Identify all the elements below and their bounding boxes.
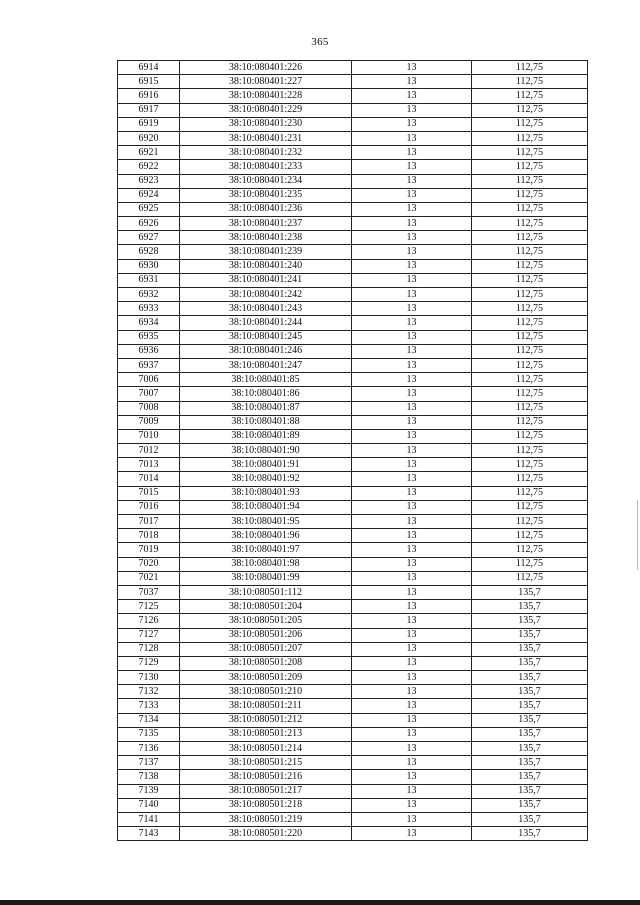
table-row bbox=[118, 75, 588, 89]
cadastral-number-cell: 38:10:080401:95 bbox=[180, 515, 352, 529]
table-row bbox=[118, 245, 588, 259]
cadastral-number-cell: 38:10:080401:245 bbox=[180, 330, 352, 344]
value-cell: 135,7 bbox=[472, 812, 588, 826]
cadastral-number-cell: 38:10:080401:93 bbox=[180, 486, 352, 500]
code-cell: 13 bbox=[352, 259, 472, 273]
table-row bbox=[118, 316, 588, 330]
row-number-cell: 7012 bbox=[118, 444, 180, 458]
table-row bbox=[118, 330, 588, 344]
cadastral-number-cell: 38:10:080401:94 bbox=[180, 500, 352, 514]
cadastral-number-cell: 38:10:080501:219 bbox=[180, 812, 352, 826]
code-cell: 13 bbox=[352, 656, 472, 670]
row-number-cell: 7137 bbox=[118, 756, 180, 770]
value-cell: 135,7 bbox=[472, 600, 588, 614]
code-cell: 13 bbox=[352, 288, 472, 302]
row-number-cell: 7014 bbox=[118, 472, 180, 486]
value-cell: 112,75 bbox=[472, 273, 588, 287]
code-cell: 13 bbox=[352, 302, 472, 316]
code-cell: 13 bbox=[352, 642, 472, 656]
value-cell: 135,7 bbox=[472, 614, 588, 628]
cadastral-number-cell: 38:10:080501:213 bbox=[180, 727, 352, 741]
table-row bbox=[118, 273, 588, 287]
code-cell: 13 bbox=[352, 472, 472, 486]
row-number-cell: 7017 bbox=[118, 515, 180, 529]
row-number-cell: 6934 bbox=[118, 316, 180, 330]
table-row bbox=[118, 515, 588, 529]
row-number-cell: 6937 bbox=[118, 358, 180, 372]
row-number-cell: 6919 bbox=[118, 117, 180, 131]
value-cell: 112,75 bbox=[472, 444, 588, 458]
value-cell: 112,75 bbox=[472, 373, 588, 387]
table-row bbox=[118, 571, 588, 585]
row-number-cell: 7128 bbox=[118, 642, 180, 656]
code-cell: 13 bbox=[352, 699, 472, 713]
cadastral-number-cell: 38:10:080501:220 bbox=[180, 827, 352, 841]
table-row bbox=[118, 444, 588, 458]
cadastral-number-cell: 38:10:080401:242 bbox=[180, 288, 352, 302]
cadastral-number-cell: 38:10:080401:99 bbox=[180, 571, 352, 585]
row-number-cell: 7127 bbox=[118, 628, 180, 642]
value-cell: 112,75 bbox=[472, 429, 588, 443]
table-row bbox=[118, 89, 588, 103]
value-cell: 112,75 bbox=[472, 61, 588, 75]
row-number-cell: 7132 bbox=[118, 685, 180, 699]
row-number-cell: 7009 bbox=[118, 415, 180, 429]
code-cell: 13 bbox=[352, 273, 472, 287]
code-cell: 13 bbox=[352, 685, 472, 699]
code-cell: 13 bbox=[352, 146, 472, 160]
table-row bbox=[118, 202, 588, 216]
cadastral-number-cell: 38:10:080401:235 bbox=[180, 188, 352, 202]
code-cell: 13 bbox=[352, 812, 472, 826]
cadastral-number-cell: 38:10:080401:89 bbox=[180, 429, 352, 443]
table-row bbox=[118, 642, 588, 656]
row-number-cell: 7018 bbox=[118, 529, 180, 543]
table-row bbox=[118, 373, 588, 387]
row-number-cell: 7143 bbox=[118, 827, 180, 841]
value-cell: 112,75 bbox=[472, 288, 588, 302]
cadastral-number-cell: 38:10:080501:205 bbox=[180, 614, 352, 628]
value-cell: 112,75 bbox=[472, 302, 588, 316]
row-number-cell: 7130 bbox=[118, 671, 180, 685]
table-row bbox=[118, 600, 588, 614]
value-cell: 112,75 bbox=[472, 557, 588, 571]
code-cell: 13 bbox=[352, 202, 472, 216]
code-cell: 13 bbox=[352, 316, 472, 330]
row-number-cell: 6928 bbox=[118, 245, 180, 259]
value-cell: 135,7 bbox=[472, 770, 588, 784]
value-cell: 112,75 bbox=[472, 330, 588, 344]
value-cell: 135,7 bbox=[472, 784, 588, 798]
code-cell: 13 bbox=[352, 444, 472, 458]
scan-bottom-border bbox=[0, 900, 640, 905]
table-row bbox=[118, 628, 588, 642]
row-number-cell: 7125 bbox=[118, 600, 180, 614]
table-row bbox=[118, 798, 588, 812]
table-row bbox=[118, 458, 588, 472]
code-cell: 13 bbox=[352, 131, 472, 145]
row-number-cell: 6922 bbox=[118, 160, 180, 174]
value-cell: 112,75 bbox=[472, 529, 588, 543]
code-cell: 13 bbox=[352, 742, 472, 756]
cadastral-number-cell: 38:10:080401:88 bbox=[180, 415, 352, 429]
value-cell: 112,75 bbox=[472, 117, 588, 131]
table-row bbox=[118, 188, 588, 202]
code-cell: 13 bbox=[352, 245, 472, 259]
table-row bbox=[118, 259, 588, 273]
cadastral-number-cell: 38:10:080401:243 bbox=[180, 302, 352, 316]
value-cell: 112,75 bbox=[472, 571, 588, 585]
table-row bbox=[118, 529, 588, 543]
cadastral-number-cell: 38:10:080401:98 bbox=[180, 557, 352, 571]
cadastral-number-cell: 38:10:080401:92 bbox=[180, 472, 352, 486]
cadastral-number-cell: 38:10:080401:237 bbox=[180, 217, 352, 231]
code-cell: 13 bbox=[352, 358, 472, 372]
table-row bbox=[118, 103, 588, 117]
value-cell: 112,75 bbox=[472, 131, 588, 145]
cadastral-number-cell: 38:10:080401:226 bbox=[180, 61, 352, 75]
cadastral-number-cell: 38:10:080401:228 bbox=[180, 89, 352, 103]
value-cell: 135,7 bbox=[472, 585, 588, 599]
cadastral-number-cell: 38:10:080401:227 bbox=[180, 75, 352, 89]
cadastral-number-cell: 38:10:080501:204 bbox=[180, 600, 352, 614]
parcel-table-body bbox=[118, 61, 588, 841]
table-row bbox=[118, 784, 588, 798]
cadastral-number-cell: 38:10:080501:206 bbox=[180, 628, 352, 642]
table-row bbox=[118, 217, 588, 231]
code-cell: 13 bbox=[352, 571, 472, 585]
table-row bbox=[118, 415, 588, 429]
code-cell: 13 bbox=[352, 628, 472, 642]
code-cell: 13 bbox=[352, 387, 472, 401]
row-number-cell: 7140 bbox=[118, 798, 180, 812]
row-number-cell: 6923 bbox=[118, 174, 180, 188]
table-row bbox=[118, 401, 588, 415]
row-number-cell: 6925 bbox=[118, 202, 180, 216]
code-cell: 13 bbox=[352, 770, 472, 784]
table-row bbox=[118, 742, 588, 756]
code-cell: 13 bbox=[352, 827, 472, 841]
value-cell: 112,75 bbox=[472, 486, 588, 500]
table-row bbox=[118, 699, 588, 713]
cadastral-number-cell: 38:10:080401:96 bbox=[180, 529, 352, 543]
cadastral-number-cell: 38:10:080401:87 bbox=[180, 401, 352, 415]
cadastral-number-cell: 38:10:080401:90 bbox=[180, 444, 352, 458]
row-number-cell: 7133 bbox=[118, 699, 180, 713]
value-cell: 112,75 bbox=[472, 358, 588, 372]
cadastral-number-cell: 38:10:080401:244 bbox=[180, 316, 352, 330]
code-cell: 13 bbox=[352, 401, 472, 415]
value-cell: 112,75 bbox=[472, 415, 588, 429]
code-cell: 13 bbox=[352, 217, 472, 231]
cadastral-number-cell: 38:10:080501:212 bbox=[180, 713, 352, 727]
value-cell: 135,7 bbox=[472, 642, 588, 656]
cadastral-number-cell: 38:10:080501:208 bbox=[180, 656, 352, 670]
code-cell: 13 bbox=[352, 671, 472, 685]
cadastral-number-cell: 38:10:080501:215 bbox=[180, 756, 352, 770]
cadastral-number-cell: 38:10:080501:211 bbox=[180, 699, 352, 713]
code-cell: 13 bbox=[352, 231, 472, 245]
value-cell: 112,75 bbox=[472, 188, 588, 202]
row-number-cell: 7126 bbox=[118, 614, 180, 628]
table-row bbox=[118, 770, 588, 784]
value-cell: 112,75 bbox=[472, 401, 588, 415]
row-number-cell: 7021 bbox=[118, 571, 180, 585]
code-cell: 13 bbox=[352, 188, 472, 202]
row-number-cell: 7129 bbox=[118, 656, 180, 670]
code-cell: 13 bbox=[352, 529, 472, 543]
code-cell: 13 bbox=[352, 727, 472, 741]
table-row bbox=[118, 61, 588, 75]
value-cell: 112,75 bbox=[472, 75, 588, 89]
row-number-cell: 7138 bbox=[118, 770, 180, 784]
cadastral-number-cell: 38:10:080401:91 bbox=[180, 458, 352, 472]
code-cell: 13 bbox=[352, 458, 472, 472]
code-cell: 13 bbox=[352, 756, 472, 770]
table-row bbox=[118, 827, 588, 841]
code-cell: 13 bbox=[352, 429, 472, 443]
cadastral-number-cell: 38:10:080501:207 bbox=[180, 642, 352, 656]
table-row bbox=[118, 174, 588, 188]
code-cell: 13 bbox=[352, 330, 472, 344]
table-row bbox=[118, 727, 588, 741]
table-row bbox=[118, 812, 588, 826]
cadastral-number-cell: 38:10:080501:217 bbox=[180, 784, 352, 798]
scan-edge-mark bbox=[637, 500, 638, 570]
value-cell: 112,75 bbox=[472, 472, 588, 486]
table-row bbox=[118, 358, 588, 372]
code-cell: 13 bbox=[352, 486, 472, 500]
row-number-cell: 6921 bbox=[118, 146, 180, 160]
code-cell: 13 bbox=[352, 61, 472, 75]
row-number-cell: 7010 bbox=[118, 429, 180, 443]
value-cell: 135,7 bbox=[472, 628, 588, 642]
table-row bbox=[118, 486, 588, 500]
value-cell: 135,7 bbox=[472, 798, 588, 812]
code-cell: 13 bbox=[352, 713, 472, 727]
code-cell: 13 bbox=[352, 543, 472, 557]
row-number-cell: 6914 bbox=[118, 61, 180, 75]
table-row bbox=[118, 231, 588, 245]
code-cell: 13 bbox=[352, 373, 472, 387]
value-cell: 112,75 bbox=[472, 217, 588, 231]
value-cell: 112,75 bbox=[472, 202, 588, 216]
table-row bbox=[118, 429, 588, 443]
code-cell: 13 bbox=[352, 89, 472, 103]
table-row bbox=[118, 472, 588, 486]
cadastral-number-cell: 38:10:080401:233 bbox=[180, 160, 352, 174]
cadastral-number-cell: 38:10:080501:218 bbox=[180, 798, 352, 812]
value-cell: 112,75 bbox=[472, 387, 588, 401]
code-cell: 13 bbox=[352, 500, 472, 514]
value-cell: 112,75 bbox=[472, 316, 588, 330]
code-cell: 13 bbox=[352, 614, 472, 628]
cadastral-number-cell: 38:10:080401:229 bbox=[180, 103, 352, 117]
row-number-cell: 7020 bbox=[118, 557, 180, 571]
table-row bbox=[118, 656, 588, 670]
table-row bbox=[118, 585, 588, 599]
row-number-cell: 7013 bbox=[118, 458, 180, 472]
value-cell: 112,75 bbox=[472, 259, 588, 273]
table-row bbox=[118, 614, 588, 628]
code-cell: 13 bbox=[352, 415, 472, 429]
code-cell: 13 bbox=[352, 344, 472, 358]
cadastral-number-cell: 38:10:080401:234 bbox=[180, 174, 352, 188]
table-row bbox=[118, 543, 588, 557]
page-number: 365 bbox=[311, 36, 329, 48]
row-number-cell: 6920 bbox=[118, 131, 180, 145]
row-number-cell: 6933 bbox=[118, 302, 180, 316]
row-number-cell: 7019 bbox=[118, 543, 180, 557]
value-cell: 135,7 bbox=[472, 827, 588, 841]
cadastral-number-cell: 38:10:080401:85 bbox=[180, 373, 352, 387]
table-row bbox=[118, 756, 588, 770]
code-cell: 13 bbox=[352, 103, 472, 117]
table-row bbox=[118, 302, 588, 316]
cadastral-number-cell: 38:10:080401:247 bbox=[180, 358, 352, 372]
cadastral-number-cell: 38:10:080501:209 bbox=[180, 671, 352, 685]
table-row bbox=[118, 557, 588, 571]
row-number-cell: 6935 bbox=[118, 330, 180, 344]
code-cell: 13 bbox=[352, 784, 472, 798]
value-cell: 135,7 bbox=[472, 699, 588, 713]
table-row bbox=[118, 671, 588, 685]
row-number-cell: 6924 bbox=[118, 188, 180, 202]
cadastral-number-cell: 38:10:080401:230 bbox=[180, 117, 352, 131]
code-cell: 13 bbox=[352, 557, 472, 571]
table-row bbox=[118, 288, 588, 302]
value-cell: 135,7 bbox=[472, 713, 588, 727]
table-row bbox=[118, 131, 588, 145]
row-number-cell: 6932 bbox=[118, 288, 180, 302]
row-number-cell: 7006 bbox=[118, 373, 180, 387]
code-cell: 13 bbox=[352, 600, 472, 614]
value-cell: 135,7 bbox=[472, 656, 588, 670]
cadastral-number-cell: 38:10:080501:216 bbox=[180, 770, 352, 784]
cadastral-number-cell: 38:10:080501:214 bbox=[180, 742, 352, 756]
value-cell: 112,75 bbox=[472, 344, 588, 358]
value-cell: 112,75 bbox=[472, 146, 588, 160]
code-cell: 13 bbox=[352, 798, 472, 812]
value-cell: 112,75 bbox=[472, 89, 588, 103]
row-number-cell: 6927 bbox=[118, 231, 180, 245]
row-number-cell: 7135 bbox=[118, 727, 180, 741]
row-number-cell: 6916 bbox=[118, 89, 180, 103]
table-row bbox=[118, 685, 588, 699]
row-number-cell: 6930 bbox=[118, 259, 180, 273]
row-number-cell: 6926 bbox=[118, 217, 180, 231]
cadastral-number-cell: 38:10:080401:97 bbox=[180, 543, 352, 557]
cadastral-number-cell: 38:10:080401:240 bbox=[180, 259, 352, 273]
table-row bbox=[118, 500, 588, 514]
value-cell: 112,75 bbox=[472, 160, 588, 174]
cadastral-number-cell: 38:10:080401:236 bbox=[180, 202, 352, 216]
value-cell: 112,75 bbox=[472, 231, 588, 245]
row-number-cell: 7037 bbox=[118, 585, 180, 599]
value-cell: 112,75 bbox=[472, 515, 588, 529]
value-cell: 135,7 bbox=[472, 671, 588, 685]
code-cell: 13 bbox=[352, 585, 472, 599]
value-cell: 112,75 bbox=[472, 245, 588, 259]
value-cell: 135,7 bbox=[472, 727, 588, 741]
row-number-cell: 7015 bbox=[118, 486, 180, 500]
row-number-cell: 6915 bbox=[118, 75, 180, 89]
row-number-cell: 7016 bbox=[118, 500, 180, 514]
value-cell: 135,7 bbox=[472, 685, 588, 699]
row-number-cell: 7139 bbox=[118, 784, 180, 798]
value-cell: 112,75 bbox=[472, 458, 588, 472]
cadastral-number-cell: 38:10:080501:112 bbox=[180, 585, 352, 599]
cadastral-number-cell: 38:10:080401:232 bbox=[180, 146, 352, 160]
value-cell: 112,75 bbox=[472, 543, 588, 557]
value-cell: 112,75 bbox=[472, 174, 588, 188]
value-cell: 135,7 bbox=[472, 742, 588, 756]
table-row bbox=[118, 117, 588, 131]
row-number-cell: 7141 bbox=[118, 812, 180, 826]
row-number-cell: 7007 bbox=[118, 387, 180, 401]
cadastral-number-cell: 38:10:080401:86 bbox=[180, 387, 352, 401]
table-row bbox=[118, 344, 588, 358]
cadastral-number-cell: 38:10:080401:238 bbox=[180, 231, 352, 245]
parcel-table bbox=[117, 60, 588, 841]
cadastral-number-cell: 38:10:080401:239 bbox=[180, 245, 352, 259]
row-number-cell: 7008 bbox=[118, 401, 180, 415]
row-number-cell: 7136 bbox=[118, 742, 180, 756]
table-row bbox=[118, 146, 588, 160]
row-number-cell: 6931 bbox=[118, 273, 180, 287]
code-cell: 13 bbox=[352, 117, 472, 131]
table-row bbox=[118, 387, 588, 401]
table-row bbox=[118, 713, 588, 727]
value-cell: 112,75 bbox=[472, 103, 588, 117]
cadastral-number-cell: 38:10:080401:231 bbox=[180, 131, 352, 145]
value-cell: 112,75 bbox=[472, 500, 588, 514]
code-cell: 13 bbox=[352, 75, 472, 89]
code-cell: 13 bbox=[352, 515, 472, 529]
code-cell: 13 bbox=[352, 160, 472, 174]
code-cell: 13 bbox=[352, 174, 472, 188]
value-cell: 135,7 bbox=[472, 756, 588, 770]
cadastral-number-cell: 38:10:080501:210 bbox=[180, 685, 352, 699]
cadastral-number-cell: 38:10:080401:241 bbox=[180, 273, 352, 287]
table-row bbox=[118, 160, 588, 174]
row-number-cell: 6917 bbox=[118, 103, 180, 117]
row-number-cell: 6936 bbox=[118, 344, 180, 358]
row-number-cell: 7134 bbox=[118, 713, 180, 727]
cadastral-number-cell: 38:10:080401:246 bbox=[180, 344, 352, 358]
